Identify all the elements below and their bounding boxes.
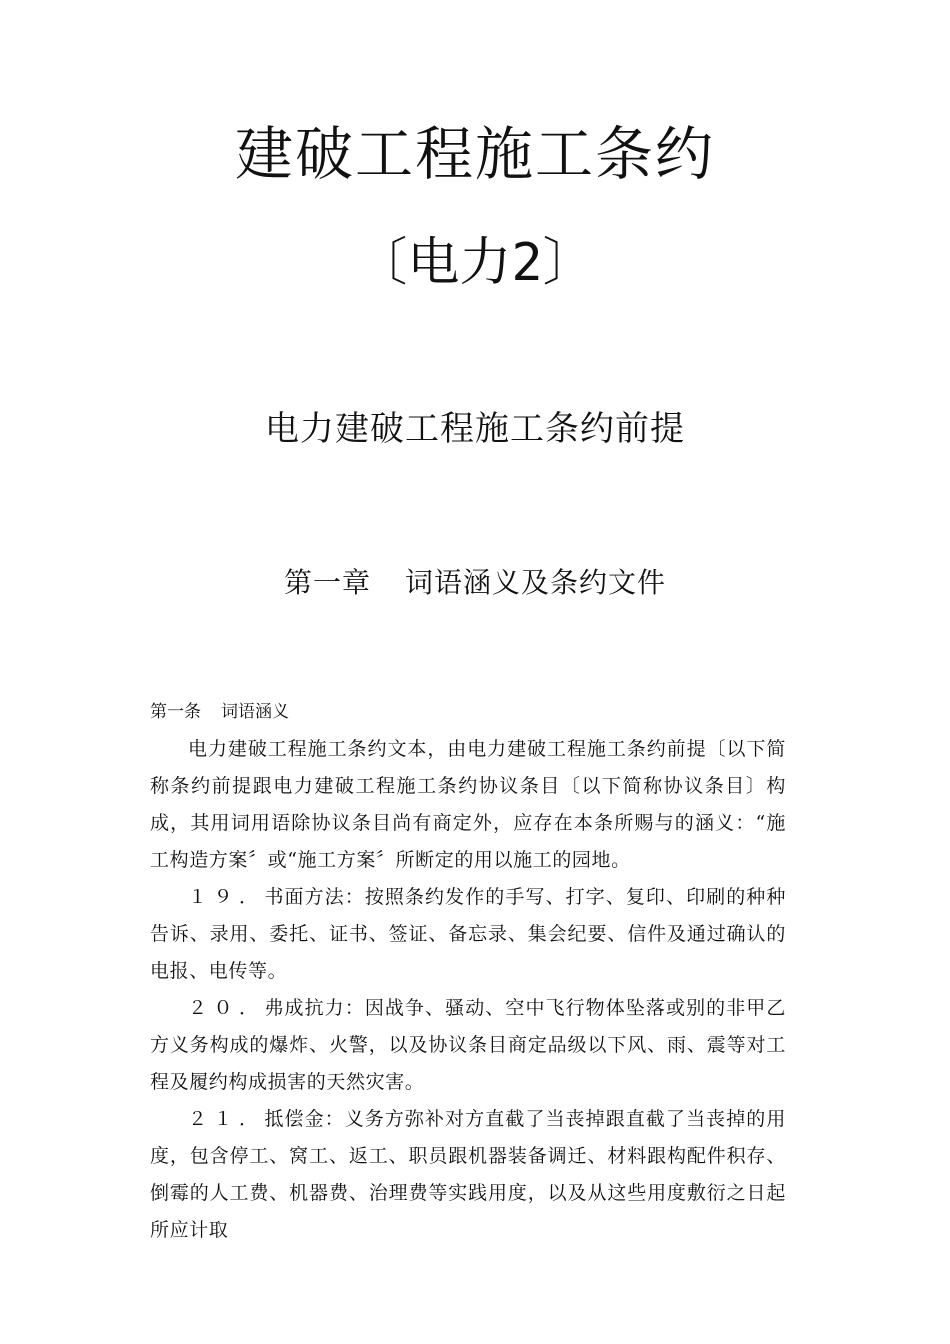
main-title: 建破工程施工条约	[234, 120, 715, 188]
paragraph-text: 电力建破工程施工条约文本，由电力建破工程施工条约前提〔以下简称条约前提跟电力建破工程施工条约协议条目〔以下简称协议条目〕构成，其用词用语除协议条目尚有商定外，应存在本条所赐与的涵义：“施工构造方案〞或“施工方案〞所断定的用以施工的园地。	[150, 738, 786, 871]
chapter-title	[0, 562, 950, 604]
chapter-number: 第一章	[283, 566, 371, 599]
paragraph-text: 抵偿金：义务方弥补对方直截了当丧掉跟直截了当丧掉的用度，包含停工、窝工、返工、职员跟机器装备调迁、材料跟构配件积存、倒霉的人工费、机器费、治理费等实践用度，以及从这些用度敷衍之日起所应计取	[150, 1108, 786, 1241]
article-number: 第一条	[150, 702, 201, 722]
item-number: １９．	[188, 886, 265, 908]
paragraph-item-21	[150, 1101, 786, 1249]
subtitle-number: 2	[511, 233, 543, 293]
document-body	[150, 694, 786, 1249]
paragraph-definitions-intro	[150, 731, 786, 879]
item-number: ２０．	[188, 997, 265, 1019]
subtitle-open: 〔电力	[355, 233, 512, 293]
chapter-name: 词语涵义及条约文件	[405, 566, 667, 599]
article-heading	[150, 694, 786, 731]
paragraph-item-20	[150, 990, 786, 1101]
paragraph-text: 书面方法：按照条约发作的手写、打字、复印、印刷的种种告诉、录用、委托、证书、签证、备忘录、集会纪要、信件及通过确认的电报、电传等。	[150, 886, 786, 982]
item-number: ２１．	[188, 1108, 265, 1130]
subtitle	[0, 228, 950, 298]
article-name: 词语涵义	[221, 702, 289, 722]
paragraph-item-19	[150, 879, 786, 990]
subtitle-close: 〕	[542, 233, 595, 293]
paragraph-text: 弗成抗力：因战争、骚动、空中飞行物体坠落或别的非甲乙方义务构成的爆炸、火警，以及协议条目商定品级以下风、雨、震等对工程及履约构成损害的天然灾害。	[150, 997, 786, 1093]
preamble-title: 电力建破工程施工条约前提	[265, 409, 685, 449]
